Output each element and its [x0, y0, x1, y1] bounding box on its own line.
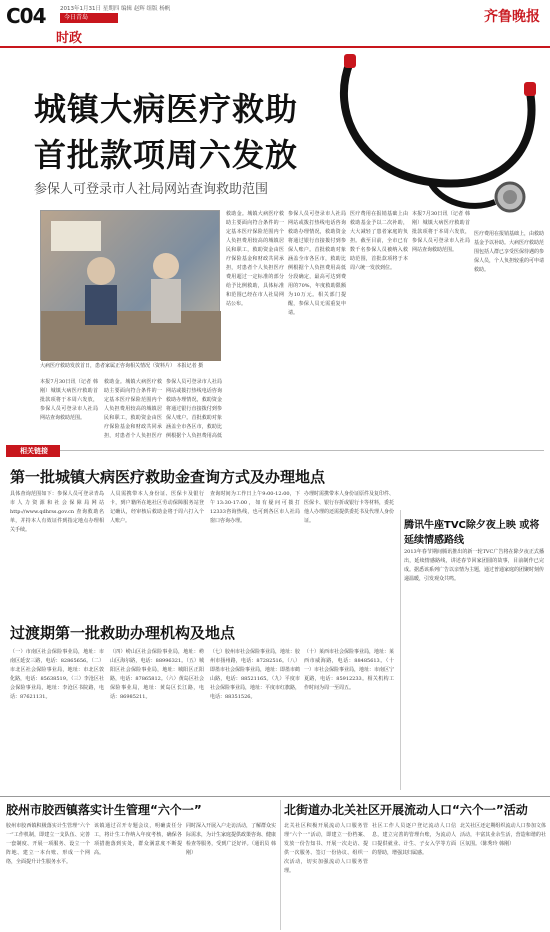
section-4-title: 北街道办北关社区开展流动人口“六个一”活动 [284, 803, 528, 817]
headline-subtitle: 参保人可登录市人社局网站查询救助范围 [34, 182, 269, 197]
section-2-title: 过渡期第一批救助办理机构及地点 [10, 624, 236, 642]
article-col-1: 救助金。城镇大病医疗救助主要面向符合条件的一定基本医疗保险范围内个人负担费用较高的城镇居民和职工，救助资金由医疗保险基金和财政共同承担，对患者个人负担医疗费用超过一定标准的部分给予比例救助，具体标准和范围已经在市人社局网站公布。 [226, 211, 284, 307]
newspaper-logo: 齐鲁晚报 [484, 9, 540, 25]
section-2-col-1: （一）市南区社会保险事业局，地址：市南区延安三路，电话：82865656。（二）市北区社会保险事业局，地址：市北区敦化路，电话：85638519。（三）李沧区社会保险事业局，地址：李沧区书院路，电话：87621131。 [10, 649, 104, 700]
section-3-col-3: 同时深入开展入户走访活动，了解群众实际需求，为计生家庭提供政策咨询、健康检查等服务，受到广泛好评。（通讯员 韩刚） [186, 823, 276, 856]
article-col-4: 本报7月30日讯（记者 韩刚）城镇大病医疗救助首批款项将于本周六发放，参保人员可登录市人社局网站查询救助范围。 [412, 211, 470, 253]
section-bar: 今日青岛 [60, 13, 118, 23]
section-2-col-3: （七）胶州市社会保险事业局，地址：胶州市扬州路，电话：87282516。（八）即墨市社会保险事业局，地址：即墨市鹤山路，电话：88521165。（九）平度市社会保险事业局，地址：平度市红旗路，电话：88351526。 [210, 649, 300, 700]
section-4-col-2: 社区工作人员逐户登记流动人口信息，建立完善的管理台账，为流动人口提供就业、计生、子女入学等方面的帮助，增强其归属感。 [372, 823, 456, 856]
related-link-tag: 相关链接 [6, 445, 60, 457]
side-article-title: 腾讯牛座TVC除夕夜上映 或将延续情感路线 [404, 520, 540, 546]
header-rule [0, 46, 550, 48]
section-1-col-4: 办理时需携带本人身份证原件及复印件、医保卡、银行存折或银行卡等材料，委托他人办理的还需提供委托书及代理人身份证。 [304, 491, 394, 524]
section-1-col-1: 具体查询范围如下：参保人员可登录青岛市人力资源和社会保障局网站 http://www.qdhrss.gov.cn 查询救助名单，并持本人有效证件到指定地点办理相关手续。 [10, 491, 104, 533]
article-col-3: 医疗费用在报销基础上由救助基金予以二次补助，大大减轻了患者家庭的负担。截至目前，全市已有数千名参保人员被纳入救助范围，首批款项将于本周六统一发放到位。 [350, 211, 408, 271]
page-number: C04 [6, 4, 46, 28]
lead-left-2: 救助金。城镇大病医疗救助主要面向符合条件的一定基本医疗保险范围内个人负担费用较高的城镇居民和职工，救助资金由医疗保险基金和财政共同承担，对患者个人负担医疗 [104, 379, 162, 438]
stethoscope-icon [320, 52, 550, 232]
side-divider [400, 510, 401, 790]
news-photo [40, 210, 220, 360]
related-divider [60, 450, 544, 451]
section-3-col-1: 胶州市胶西镇积极落实计生管理“六个一”工作机制，即建立一支队伍、完善一套制度、开展一项服务、设立一个阵地、建立一本台账、形成一个网络，全面提升计生服务水平。 [6, 823, 90, 865]
section-3-col-2: 该镇通过召开专题会议，明确责任分工，将计生工作纳入年度考核，确保各项措施落到实处，群众满意度不断提高。 [94, 823, 182, 856]
side-article-text: 2013年春节期间腾讯推出的新一轮TVC广告将在除夕夜正式播出，延续情感路线，讲述春节回家团圆的故事，目前制作已完成。据悉该系列广告以亲情为主题，通过普通家庭的团聚时刻传递温暖，引发观众共鸣。 [404, 549, 544, 582]
section-4-col-1: 北关社区积极开展流动人口服务管理“六个一”活动，即建立一份档案、发放一份告知书、开展一次走访、提供一次服务、签订一份协议、组织一次活动，切实加强流动人口服务管理。 [284, 823, 368, 874]
section-4-col-3: 北关社区还定期组织流动人口参加文体活动，丰富其业余生活，营造和谐的社区氛围。（陈秀玲 韩刚） [460, 823, 546, 847]
section-2-col-4: （十）莱西市社会保险事业局，地址：莱西市威海路，电话：88485613。（十一）市社会保险事业局，地址：市南区宁夏路，电话：85912233。相关机构工作时间为周一至周五。 [304, 649, 394, 691]
headline-line-1: 城镇大病医疗救助 [34, 90, 299, 128]
lead-left: 本报7月30日讯（记者 韩刚）城镇大病医疗救助首批款项将于本周六发放，参保人员可登录市人社局网站查询救助范围。 [40, 379, 98, 421]
section-3-title: 胶州市胶西镇落实计生管理“六个一” [6, 803, 202, 817]
section-1-title: 第一批城镇大病医疗救助金查询方式及办理地点 [10, 468, 326, 486]
section-1-col-2: 人员需携带本人身份证、医保卡及银行卡，到户籍所在地社区劳动保障服务站登记确认，经审核后救助金将于周六打入个人账户。 [110, 491, 204, 524]
section-1-col-3: 查询时间为工作日上午9:00-12:00，下午13:30-17:00，如有疑问可拨打12333咨询热线，也可到各区市人社局窗口咨询办理。 [210, 491, 300, 524]
section-2-col-2: （四）崂山区社会保险事业局，地址：崂山区海尔路，电话：88996321。（五）城阳区社会保险事业局，地址：城阳区正阳路，电话：87865812。（六）黄岛区社会保险事业局，地址：黄岛区长江路，电话：86985211。 [110, 649, 204, 700]
article-col-2: 参保人员可登录市人社局网站或拨打热线电话咨询救助办理情况，救助资金将通过银行直接拨付到参保人账户。首批救助对象涵盖全市各区市，救助比例根据个人负担费用高低分段确定，最高可达到费用的70%，年度救助限额为10万元。相关部门提醒，参保人员无需重复申请。 [288, 211, 346, 316]
section-name: 时政 [56, 31, 83, 46]
lead-left-3: 参保人员可登录市人社局网站或拨打热线电话咨询救助办理情况，救助资金将通过银行直接拨付到参保人账户。首批救助对象涵盖全市各区市，救助比例根据个人负担费用高低 [166, 379, 222, 438]
photo-caption: 大病医疗救助发放首日，患者家属正咨询相关情况（资料片） 本报记者 摄 [40, 363, 204, 369]
bottom-divider [0, 796, 550, 797]
article-col-5: 医疗费用在报销基础上，由救助基金予以补助。大病医疗救助范围包括人群已享受医保待遇的参保人员，个人负担较重的可申请救助。 [474, 231, 544, 273]
bottom-col-divider [280, 800, 281, 930]
issue-meta: 2013年1月31日 星期四 编辑 赵辉 组版 杨帆 [60, 6, 171, 12]
headline-line-2: 首批款项周六发放 [34, 136, 299, 174]
